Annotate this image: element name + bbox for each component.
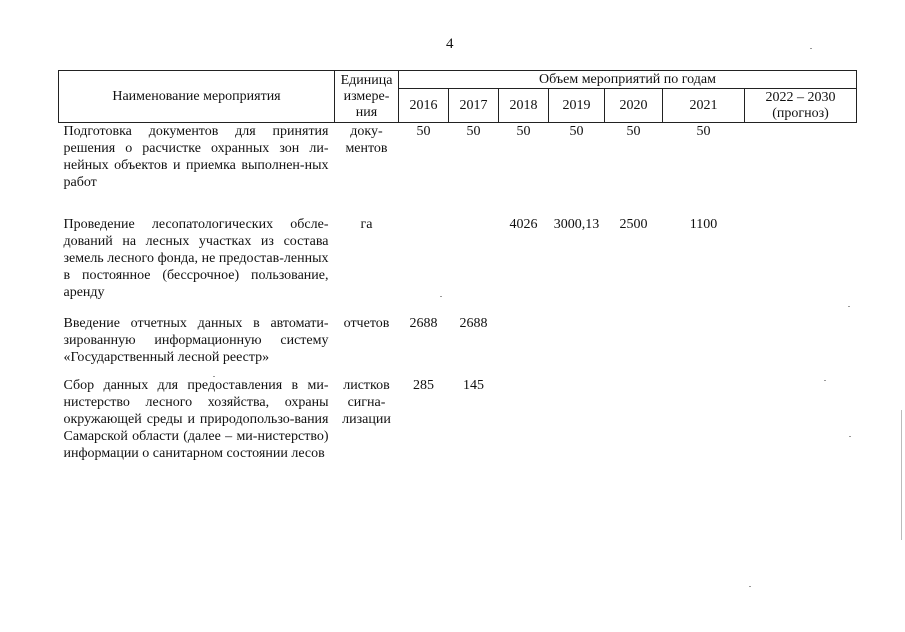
- value-cell: 2500: [619, 217, 648, 232]
- header-name: Наименование мероприятия: [59, 71, 335, 123]
- header-year: 2020: [605, 89, 663, 123]
- header-year: 2018: [499, 89, 549, 123]
- table-row: [59, 123, 857, 214]
- value-cell: [605, 377, 663, 477]
- value-cell: [399, 213, 449, 314]
- table-row: [59, 213, 857, 314]
- measure-name: Подготовка документов для принятия решения о расчистке охранных зон ли-нейных объектов и приемка выполнен-ных работ: [63, 124, 329, 190]
- value-cell: 285: [413, 378, 434, 393]
- scan-edge: [901, 410, 902, 540]
- table-row: [59, 377, 857, 477]
- header-year: 2021: [663, 89, 745, 123]
- value-cell: [549, 377, 605, 477]
- value-cell: [745, 213, 857, 314]
- value-cell: [605, 314, 663, 377]
- value-cell: [745, 377, 857, 477]
- value-cell: [449, 213, 499, 314]
- value-cell: 50: [516, 124, 531, 139]
- header-unit: Единица измере-ния: [335, 71, 399, 123]
- measure-unit: га: [360, 217, 373, 232]
- value-cell: 50: [569, 124, 584, 139]
- measure-name: Проведение лесопатологических обсле-дований на лесных участках из состава земель лесного фонда, не предостав-ленных в постоянное (бессрочное) пользование, аренду: [63, 217, 329, 300]
- page-number: 4: [446, 36, 454, 52]
- value-cell: [745, 314, 857, 377]
- table-row: [59, 314, 857, 377]
- value-cell: [663, 377, 745, 477]
- measure-name: Введение отчетных данных в автомати-зированную информационную систему «Государственный лесной реестр»: [63, 316, 329, 365]
- measures-table: [58, 70, 857, 477]
- value-cell: 3000,13: [553, 217, 600, 232]
- header-year: 2017: [449, 89, 499, 123]
- value-cell: 145: [463, 378, 484, 393]
- value-cell: 50: [626, 124, 641, 139]
- value-cell: 2688: [409, 316, 438, 331]
- value-cell: 1100: [689, 217, 718, 232]
- header-volume: Объем мероприятий по годам: [399, 71, 857, 89]
- measure-name: Сбор данных для предоставления в ми-нистерство лесного хозяйства, охраны окружающей среды и природопользо-вания Самарской области (далее – ми-нистерство) информации о санитарном состоянии лесов: [63, 378, 329, 461]
- measure-unit: доку-ментов: [345, 124, 388, 156]
- value-cell: 50: [416, 124, 431, 139]
- header-year-forecast: 2022 – 2030 (прогноз): [745, 89, 857, 123]
- header-year: 2019: [549, 89, 605, 123]
- value-cell: [499, 314, 549, 377]
- value-cell: 4026: [509, 217, 538, 232]
- measure-unit: отчетов: [343, 316, 390, 331]
- value-cell: 50: [466, 124, 481, 139]
- value-cell: [663, 314, 745, 377]
- measure-unit: листков сигна-лизации: [342, 378, 391, 427]
- value-cell: [499, 377, 549, 477]
- value-cell: [745, 123, 857, 214]
- value-cell: 2688: [459, 316, 488, 331]
- value-cell: [549, 314, 605, 377]
- header-year: 2016: [399, 89, 449, 123]
- value-cell: 50: [696, 124, 711, 139]
